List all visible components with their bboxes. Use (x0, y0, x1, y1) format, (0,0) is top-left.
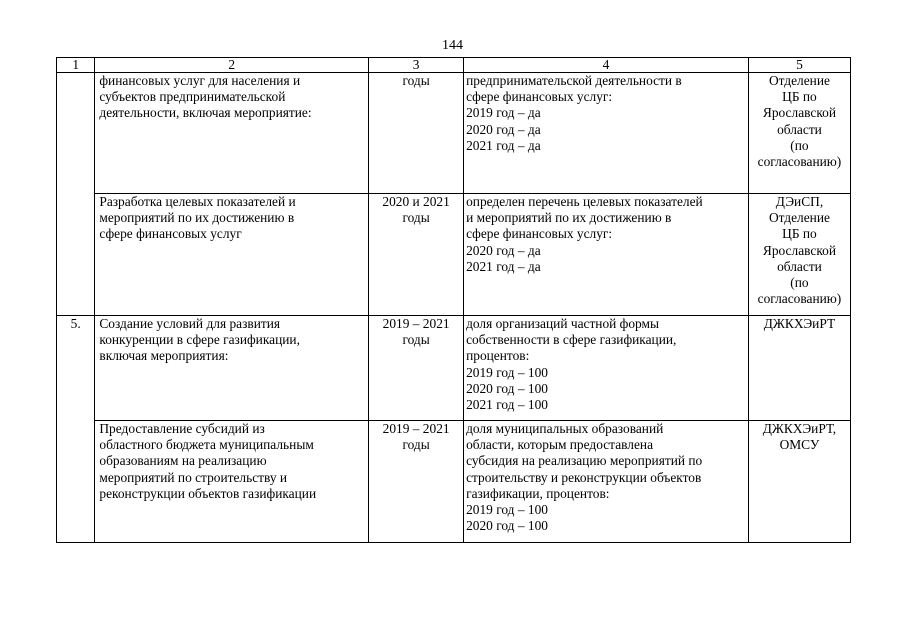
indicator-line: 2019 год – 100 (466, 502, 548, 518)
period-line: 2019 – 2021 (382, 316, 450, 331)
executor-line: Отделение (768, 73, 830, 88)
measure-cell (95, 421, 369, 543)
indicator-cell (464, 73, 749, 194)
period-line: 2020 и 2021 (382, 194, 450, 209)
executor-line: согласованию) (757, 154, 842, 170)
indicator-line: процентов: (466, 348, 530, 364)
executor-line: ДЖКХЭиРТ, (762, 421, 837, 436)
table-row (57, 73, 851, 194)
indicator-cell (464, 194, 749, 316)
indicator-line: 2020 год – 100 (466, 380, 548, 396)
period-cell (369, 194, 464, 316)
page-number: 144 (442, 38, 463, 53)
measure-line: деятельности, включая мероприятие: (99, 105, 312, 121)
indicator-line: 2019 год – 100 (466, 364, 548, 380)
executor-cell (748, 316, 850, 421)
measure-line: Разработка целевых показателей и (99, 194, 296, 209)
measure-line: образованиям на реализацию (99, 453, 267, 469)
executor-line: области (777, 121, 822, 137)
measure-line: финансовых услуг для населения и (99, 73, 301, 88)
period-line: годы (402, 437, 430, 453)
indicator-line: сфере финансовых услуг: (466, 226, 613, 242)
executor-line: (по (790, 275, 809, 291)
executor-line: Ярославской (762, 242, 837, 258)
header-col-3: 3 (369, 58, 464, 73)
period-cell (369, 73, 464, 194)
indicator-line: субсидия на реализацию мероприятий по (466, 453, 703, 469)
period-line: годы (402, 73, 430, 88)
indicator-line: 2020 год – 100 (466, 518, 548, 534)
indicator-line: 2019 год – да (466, 105, 541, 121)
indicator-line: газификации, процентов: (466, 485, 610, 501)
executor-line: области (777, 258, 822, 274)
measure-line: субъектов предпринимательской (99, 89, 286, 105)
row-number: 5. (57, 316, 95, 543)
header-col-2: 2 (95, 58, 369, 73)
table-header-row (57, 58, 851, 73)
period-line: годы (402, 332, 430, 348)
header-col-4: 4 (464, 58, 749, 73)
indicator-line: 2020 год – да (466, 121, 541, 137)
row-number (57, 73, 95, 316)
measure-line: областного бюджета муниципальным (99, 437, 314, 453)
indicator-line: доля муниципальных образований (466, 421, 664, 436)
indicator-cell (464, 421, 749, 543)
measure-line: реконструкции объектов газификации (99, 485, 317, 501)
indicator-line: строительству и реконструкции объектов (466, 469, 702, 485)
indicator-line: 2021 год – да (466, 137, 541, 153)
executor-cell (748, 421, 850, 543)
measure-line: мероприятий по их достижению в (99, 210, 295, 226)
executor-line: ЦБ по (782, 226, 817, 242)
plan-table (56, 57, 851, 543)
table-row (57, 316, 851, 421)
measure-line: конкуренции в сфере газификации, (99, 332, 300, 348)
indicator-line: 2021 год – да (466, 258, 541, 274)
indicator-cell (464, 316, 749, 421)
measure-line: мероприятий по строительству и (99, 469, 288, 485)
executor-line: ОМСУ (779, 437, 820, 453)
header-col-5: 5 (748, 58, 850, 73)
executor-cell (748, 73, 850, 194)
executor-line: ДЭиСП, (775, 194, 824, 209)
executor-cell (748, 194, 850, 316)
executor-line: (по (790, 137, 809, 153)
indicator-line: доля организаций частной формы (466, 316, 660, 331)
indicator-line: определен перечень целевых показателей (466, 194, 703, 209)
indicator-line: и мероприятий по их достижению в (466, 210, 672, 226)
measure-cell (95, 194, 369, 316)
executor-line: Отделение (768, 210, 830, 226)
period-cell (369, 421, 464, 543)
measure-line: Создание условий для развития (99, 316, 281, 331)
table-row (57, 421, 851, 543)
measure-cell (95, 316, 369, 421)
period-line: годы (402, 210, 430, 226)
indicator-line: собственности в сфере газификации, (466, 332, 677, 348)
measure-line: сфере финансовых услуг (99, 226, 242, 242)
measure-line: Предоставление субсидий из (99, 421, 265, 436)
indicator-line: 2020 год – да (466, 242, 541, 258)
executor-line: согласованию) (757, 291, 842, 307)
measure-line: включая мероприятия: (99, 348, 229, 364)
executor-line: Ярославской (762, 105, 837, 121)
measure-cell (95, 73, 369, 194)
header-col-1: 1 (57, 58, 95, 73)
indicator-line: области, которым предоставлена (466, 437, 654, 453)
indicator-line: сфере финансовых услуг: (466, 89, 613, 105)
indicator-line: 2021 год – 100 (466, 397, 548, 413)
executor-line: ДЖКХЭиРТ (763, 316, 836, 331)
period-line: 2019 – 2021 (382, 421, 450, 436)
period-cell (369, 316, 464, 421)
table-row (57, 194, 851, 316)
executor-line: ЦБ по (782, 89, 817, 105)
indicator-line: предпринимательской деятельности в (466, 73, 682, 88)
